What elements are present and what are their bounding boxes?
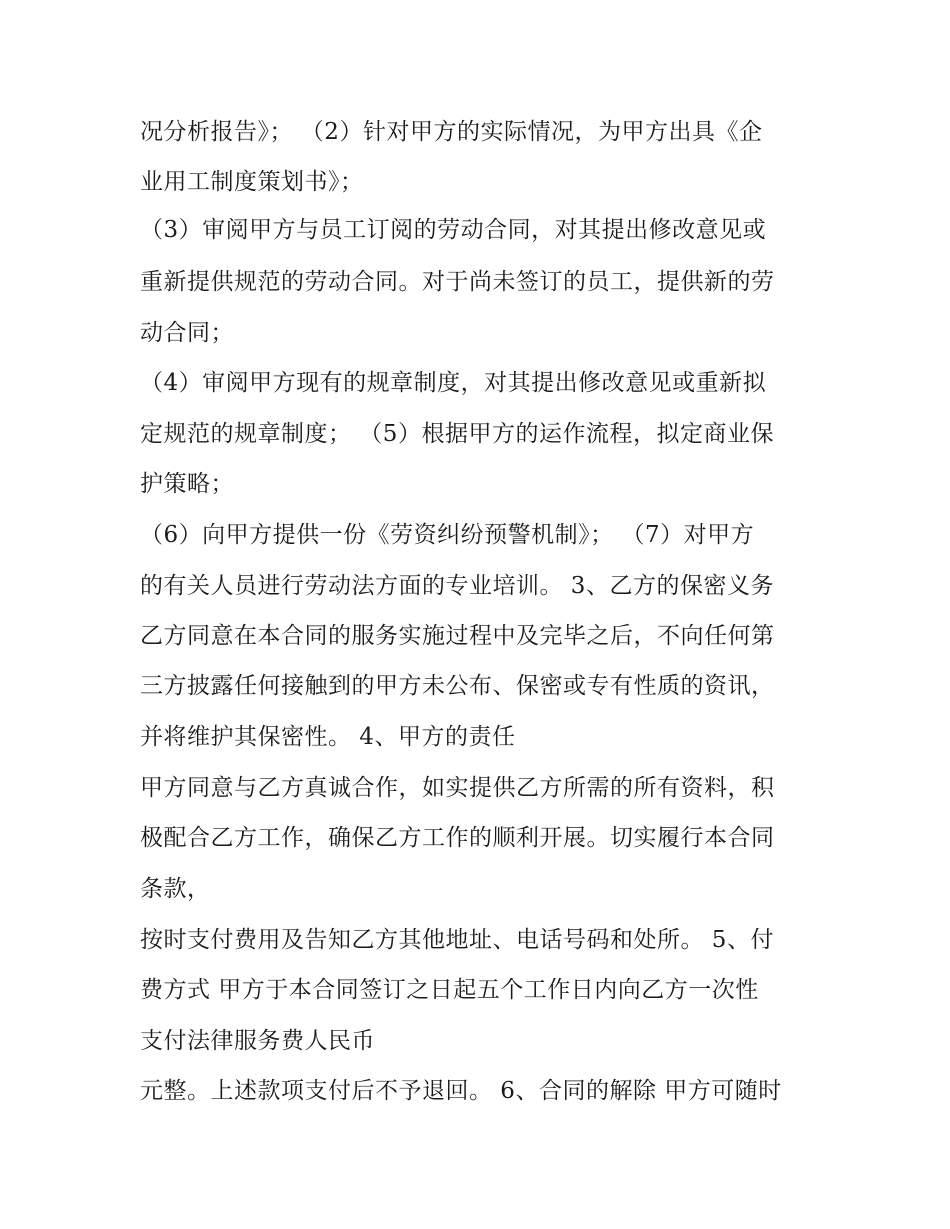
- text-line: 况分析报告》； （2）针对甲方的实际情况，为甲方出具《企: [140, 119, 763, 145]
- text-line: 重新提供规范的劳动合同。对于尚未签订的员工，提供新的劳: [140, 269, 775, 295]
- text-line: 按时支付费用及告知乙方其他地址、电话号码和处所。 5、付: [140, 927, 774, 953]
- text-line: 甲方同意与乙方真诚合作，如实提供乙方所需的所有资料，积: [140, 775, 775, 801]
- text-line: 护策略；: [140, 471, 234, 497]
- text-line: （6）向甲方提供一份《劳资纠纷预警机制》； （7）对甲方: [140, 522, 755, 548]
- text-line: 三方披露任何接触到的甲方未公布、保密或专有性质的资讯，: [140, 673, 775, 699]
- text-line: 支付法律服务费人民币: [140, 1028, 375, 1054]
- text-line: 费方式 甲方于本合同签订之日起五个工作日内向乙方一次性: [140, 977, 759, 1003]
- text-line: 元整。上述款项支付后不予退回。 6、合同的解除 甲方可随时: [140, 1078, 782, 1104]
- text-line: 并将维护其保密性。 4、甲方的责任: [140, 724, 516, 750]
- text-line: 乙方同意在本合同的服务实施过程中及完毕之后，不向任何第: [140, 623, 775, 649]
- text-line: 条款，: [140, 876, 211, 902]
- text-line: 动合同；: [140, 320, 234, 346]
- text-line: （4）审阅甲方现有的规章制度，对其提出修改意见或重新拟: [140, 370, 767, 396]
- text-line: 的有关人员进行劳动法方面的专业培训。 3、乙方的保密义务: [140, 573, 774, 599]
- text-line: 定规范的规章制度； （5）根据甲方的运作流程，拟定商业保: [140, 421, 774, 447]
- text-line: （3）审阅甲方与员工订阅的劳动合同，对其提出修改意见或: [140, 217, 767, 243]
- text-line: 业用工制度策划书》；: [140, 169, 364, 195]
- text-line: 极配合乙方工作，确保乙方工作的顺利开展。切实履行本合同: [140, 825, 775, 851]
